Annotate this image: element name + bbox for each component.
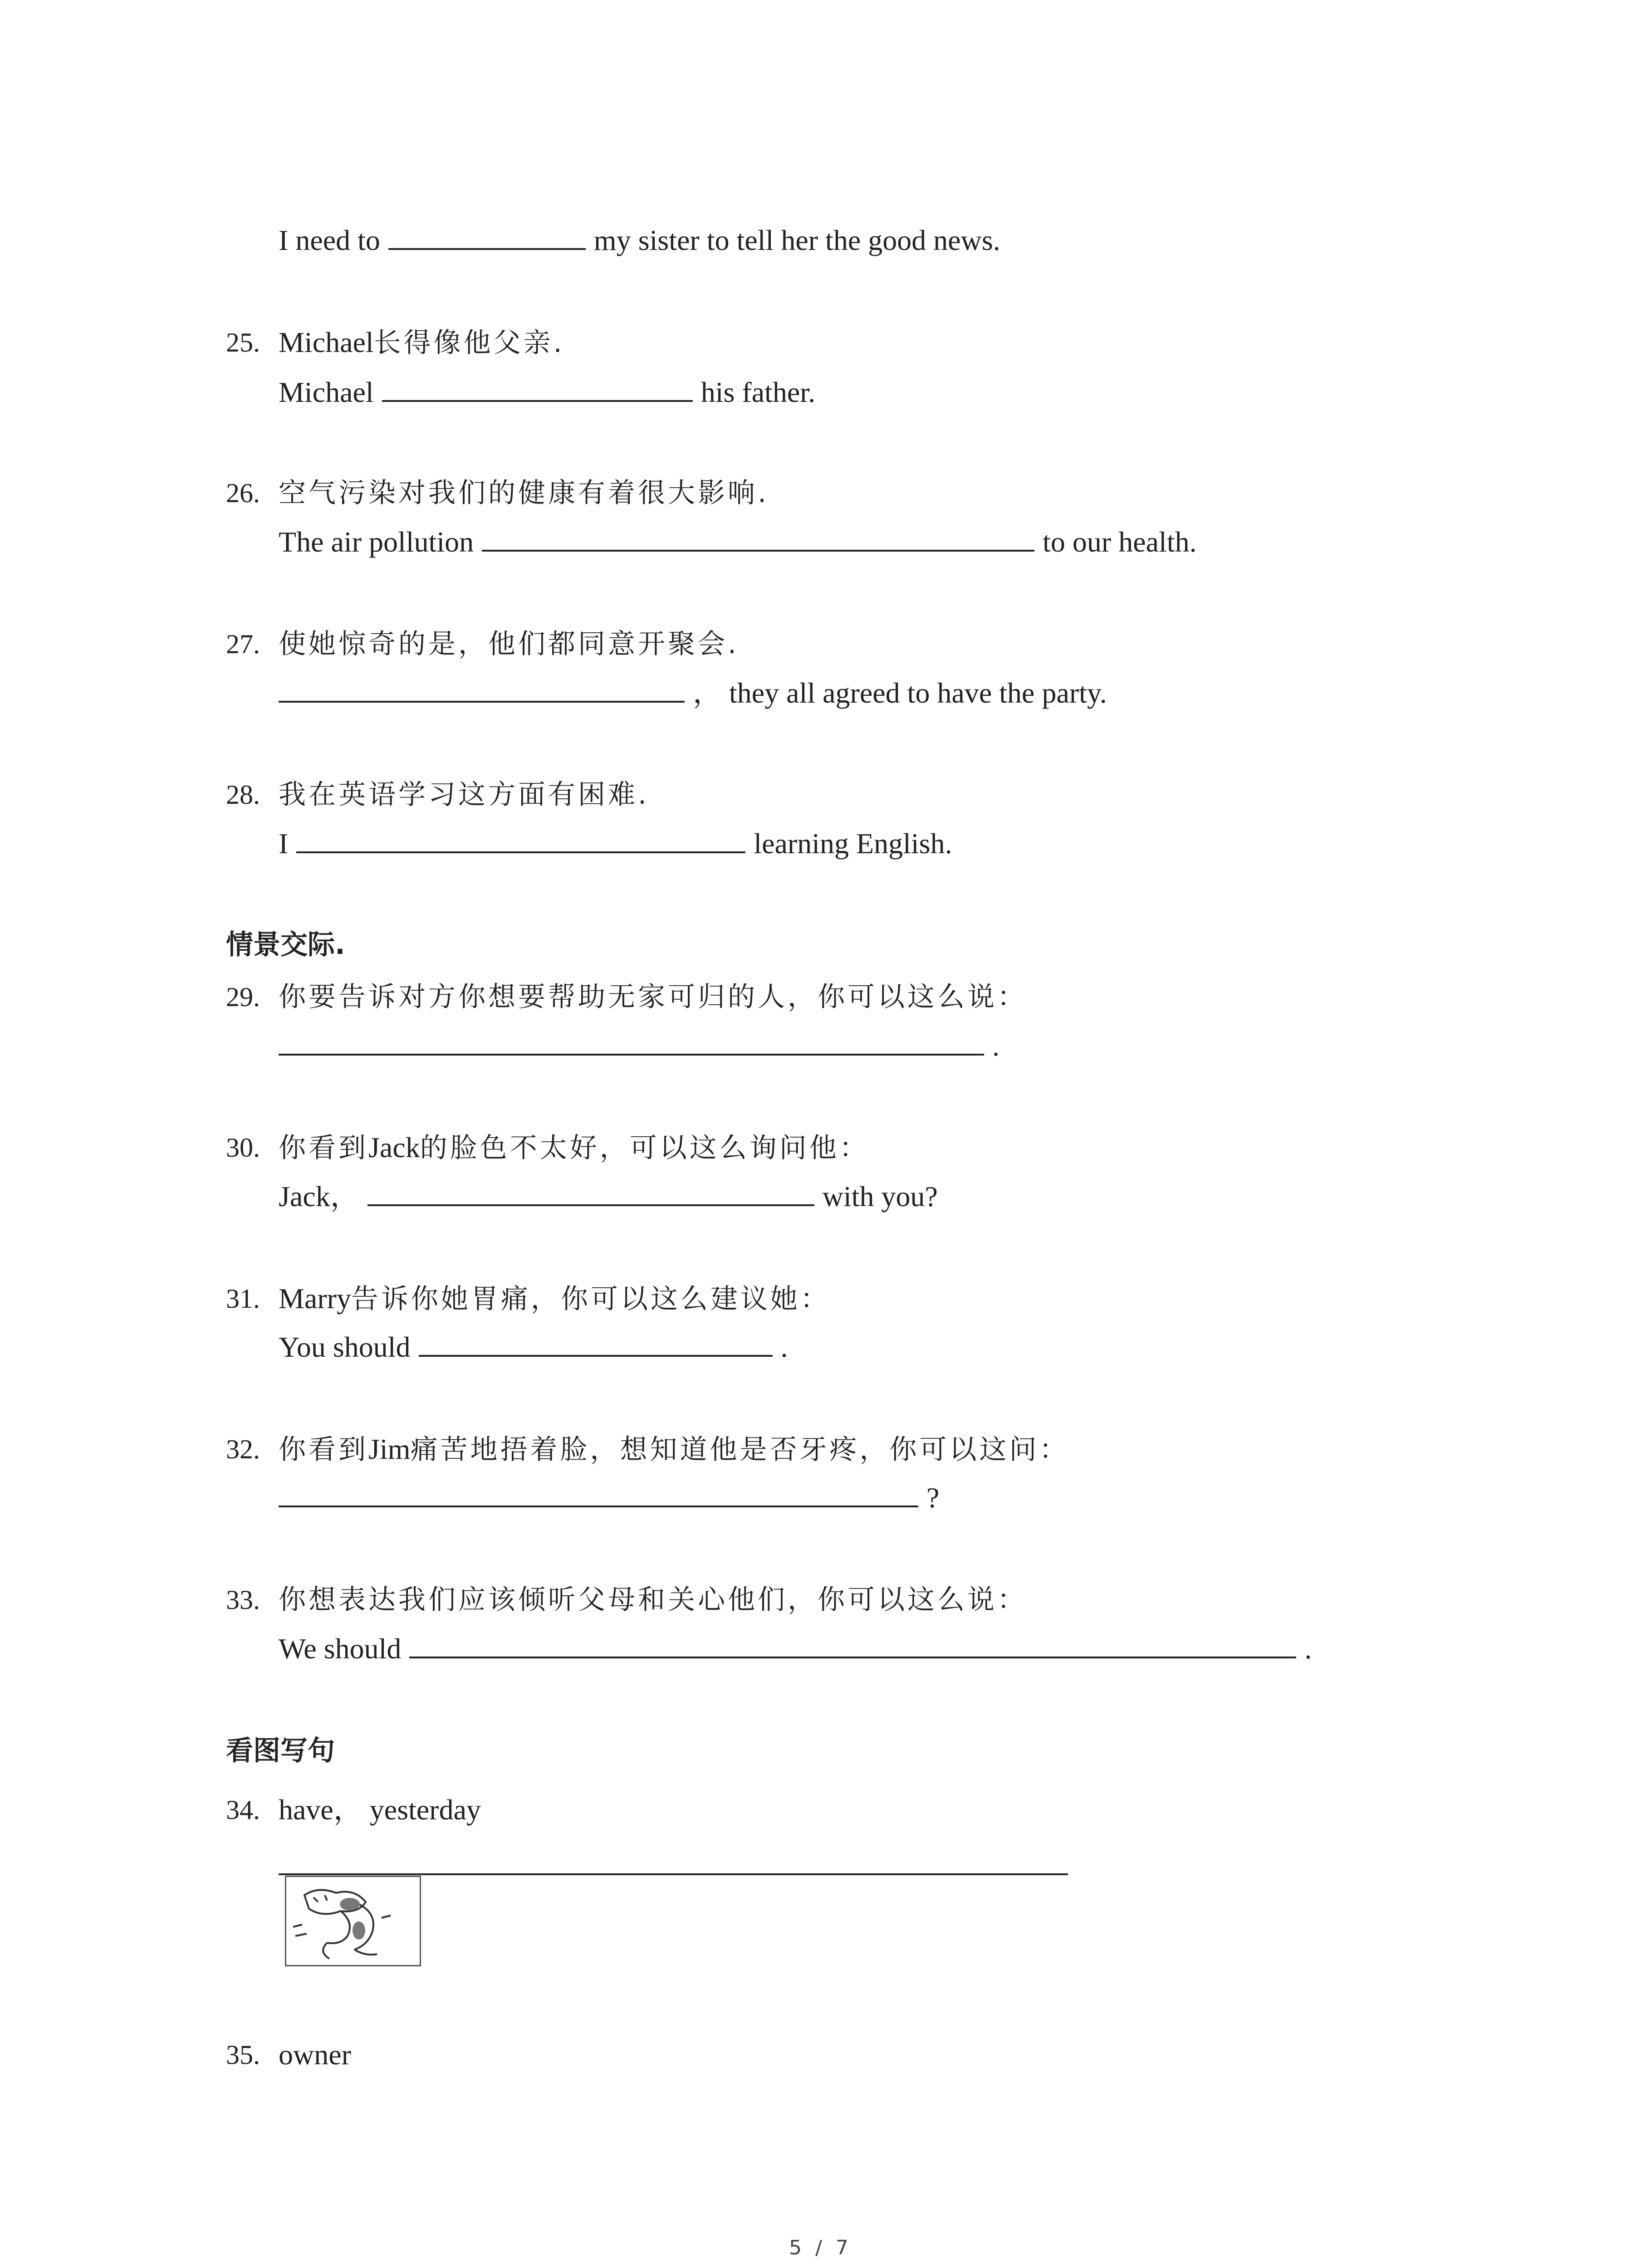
q26-blank[interactable] bbox=[482, 524, 1034, 552]
q31-blank[interactable] bbox=[419, 1330, 773, 1357]
q31-answer-line bbox=[279, 1329, 788, 1365]
q32-prompt-b: 痛苦地捂着脸，想知道他是否牙疼，你可以这问： bbox=[410, 1434, 1069, 1466]
q33-prompt: 你想表达我们应该倾听父母和关心他们，你可以这么说： bbox=[279, 1584, 1027, 1616]
q28-number: 28. bbox=[226, 780, 260, 810]
q34-picture bbox=[285, 1876, 421, 1966]
q29-answer-line bbox=[279, 1028, 999, 1064]
q31-after: . bbox=[780, 1331, 788, 1363]
q27-answer-line bbox=[279, 675, 1107, 711]
q24-after: my sister to tell her the good news. bbox=[593, 224, 1000, 256]
q25-answer-line bbox=[279, 374, 815, 411]
q26-lead: The air pollution bbox=[279, 526, 474, 558]
q33-blank[interactable] bbox=[409, 1631, 1296, 1658]
q32-answer-line bbox=[279, 1480, 939, 1516]
q32-prompt bbox=[279, 1431, 1069, 1468]
q29-prompt: 你要告诉对方你想要帮助无家可归的人，你可以这么说： bbox=[279, 981, 1027, 1013]
q33-after: . bbox=[1304, 1633, 1312, 1665]
q32-blank[interactable] bbox=[279, 1480, 918, 1507]
q26-answer-line bbox=[279, 524, 1197, 560]
q28-blank[interactable] bbox=[296, 826, 745, 853]
section-heading-picture: 看图写句 bbox=[226, 1735, 335, 1767]
q30-answer-line bbox=[279, 1178, 938, 1215]
q30-after: with you? bbox=[822, 1180, 938, 1212]
q33-answer-line bbox=[279, 1631, 1312, 1667]
q33-number: 33. bbox=[226, 1585, 260, 1615]
q25-lead: Michael bbox=[279, 376, 374, 408]
q32-after: ? bbox=[926, 1481, 940, 1514]
q30-number: 30. bbox=[226, 1133, 260, 1163]
q30-lead: Jack， bbox=[279, 1180, 359, 1212]
q24-answer-line bbox=[279, 222, 1000, 259]
q30-prompt bbox=[279, 1129, 869, 1166]
q32-prompt-a: 你看到 bbox=[279, 1434, 368, 1466]
q25-blank[interactable] bbox=[382, 375, 693, 402]
q26-prompt: 空气污染对我们的健康有着很大影响. bbox=[279, 477, 769, 509]
q27-number: 27. bbox=[226, 629, 260, 659]
q30-prompt-b: 的脸色不太好，可以这么询问他： bbox=[420, 1132, 869, 1164]
q29-after: . bbox=[992, 1030, 999, 1062]
q25-after: his father. bbox=[700, 376, 816, 408]
q25-number: 25. bbox=[226, 327, 260, 357]
q24-blank[interactable] bbox=[388, 223, 586, 250]
q33-lead: We should bbox=[279, 1633, 402, 1665]
q28-lead: I bbox=[279, 827, 289, 860]
q31-number: 31. bbox=[226, 1284, 260, 1314]
q29-number: 29. bbox=[226, 982, 260, 1012]
q29-blank[interactable] bbox=[279, 1028, 984, 1056]
page-number: 5 / 7 bbox=[789, 2236, 852, 2259]
q32-prompt-latin: Jim bbox=[368, 1433, 411, 1465]
q35-number: 35. bbox=[226, 2040, 260, 2070]
q28-answer-line bbox=[279, 826, 952, 862]
q34-words: have， yesterday bbox=[279, 1794, 481, 1826]
q30-prompt-latin: Jack bbox=[368, 1131, 420, 1163]
q28-after: learning English. bbox=[754, 827, 952, 860]
q26-number: 26. bbox=[226, 478, 260, 508]
q28-prompt: 我在英语学习这方面有困难. bbox=[279, 779, 650, 811]
q31-prompt-latin: Marry bbox=[279, 1282, 351, 1315]
q30-blank[interactable] bbox=[367, 1179, 814, 1206]
q32-number: 32. bbox=[226, 1434, 260, 1464]
q27-prompt: 使她惊奇的是，他们都同意开聚会. bbox=[279, 628, 740, 660]
q30-prompt-a: 你看到 bbox=[279, 1132, 368, 1164]
q31-prompt-cjk: 告诉你她胃痛，你可以这么建议她： bbox=[351, 1283, 830, 1315]
q24-lead: I need to bbox=[279, 224, 380, 256]
q25-prompt-latin: Michael bbox=[279, 326, 374, 358]
q34-number: 34. bbox=[226, 1795, 260, 1825]
section-heading-dialogue: 情景交际. bbox=[226, 929, 345, 961]
sick-person-icon bbox=[286, 1877, 420, 1965]
q35-words: owner bbox=[279, 2038, 351, 2071]
q25-prompt bbox=[279, 324, 565, 361]
q27-blank[interactable] bbox=[279, 675, 685, 703]
q27-after: ， they all agreed to have the party. bbox=[693, 677, 1107, 709]
q25-prompt-cjk: 长得像他父亲. bbox=[373, 327, 565, 359]
q26-after: to our health. bbox=[1043, 526, 1197, 558]
q31-prompt bbox=[279, 1281, 830, 1317]
q34-blank[interactable] bbox=[279, 1873, 1068, 1875]
q31-lead: You should bbox=[279, 1331, 411, 1363]
